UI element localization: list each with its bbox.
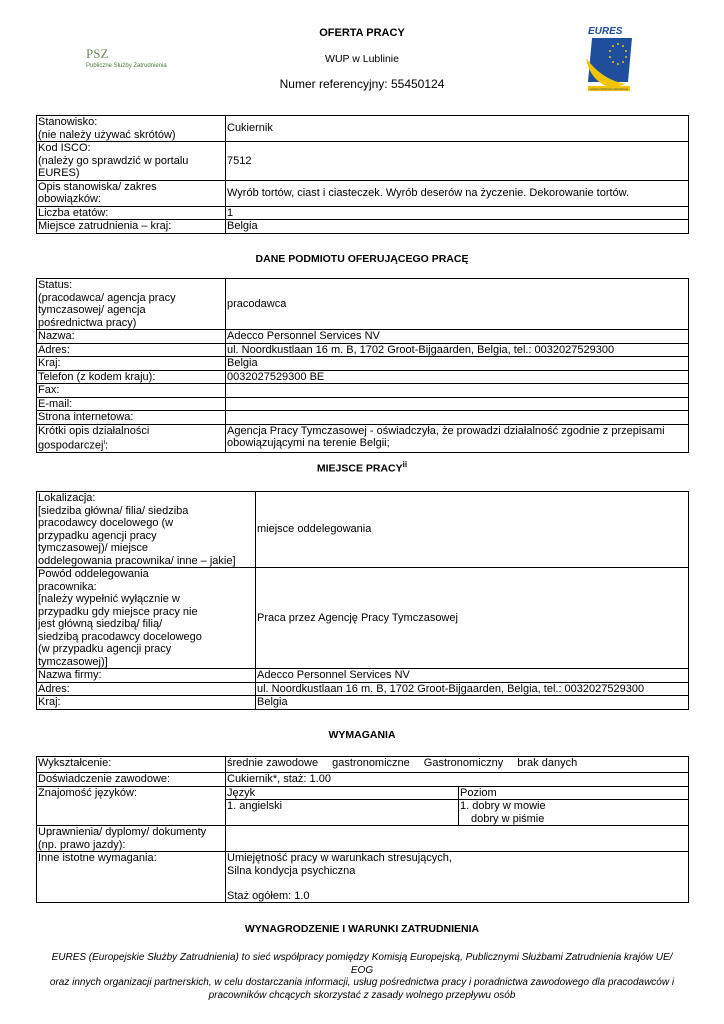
address-value: ul. Noordkustlaan 16 m. B, 1702 Groot-Bijgaarden, Belgia, tel.: 0032027529300 — [226, 343, 689, 357]
education-field: gastronomiczne — [332, 757, 410, 769]
country-label: Miejsce zatrudnienia – kraj: — [37, 220, 226, 234]
table-row — [37, 330, 689, 344]
address-label: Adres: — [37, 343, 226, 357]
place-country-value: Belgia — [256, 696, 689, 710]
reason_label-line: [należy wypełnić wyłącznie w — [38, 593, 180, 605]
language-name: 1. angielski — [226, 800, 459, 826]
table-row — [37, 826, 689, 852]
footer-line: oraz innych organizacji partnerskich, w celu dostarczania informacji, usług pośrednictwa pracy i poradnictwa zawodowego dla pracodawców i — [49, 977, 675, 988]
psz-logo — [86, 46, 186, 70]
requirements-section-title: WYMAGANIA — [328, 729, 396, 741]
table-row — [37, 773, 689, 787]
language-column-header: Język — [226, 786, 459, 800]
education-extra: brak danych — [517, 757, 578, 769]
place-section-title — [0, 460, 724, 475]
psz-logo-subtext: Publiczne Służby Zatrudnienia — [86, 63, 167, 69]
place-address-label: Adres: — [37, 682, 256, 696]
language-level: 1. dobry w mowie — [460, 800, 546, 812]
languages-label: Znajomość języków: — [37, 786, 226, 826]
place-country-label: Kraj: — [37, 696, 256, 710]
table-row — [37, 786, 689, 800]
reason_label-line: pracownika: — [38, 580, 97, 593]
job-table — [36, 115, 689, 234]
status-note: (pracodawca/ agencja pracy — [38, 291, 176, 304]
status-label: Status: — [38, 279, 73, 291]
table-row — [37, 757, 689, 773]
reason_label-line: tymczasowej)] — [38, 655, 108, 668]
eures-logo-text: EURES — [588, 26, 623, 37]
other-requirement: Silna kondycja psychiczna — [227, 864, 356, 877]
loc_label-line: przypadku agencji pracy — [38, 529, 157, 542]
language-level: dobry w piśmie — [471, 812, 545, 825]
table-row — [37, 279, 689, 330]
email-value — [226, 397, 689, 411]
reason-value: Praca przez Agencję Pracy Tymczasowej — [256, 568, 689, 669]
reason-label — [37, 568, 256, 669]
loc_label-line: Lokalizacja: — [38, 492, 96, 504]
education-profile: Gastronomiczny — [423, 757, 504, 769]
education-label: Wykształcenie: — [37, 757, 226, 773]
table-row — [37, 142, 689, 181]
isco-value: 7512 — [226, 142, 689, 181]
table-row — [37, 116, 689, 142]
table-row — [37, 370, 689, 384]
table-row — [37, 397, 689, 411]
table-row — [37, 411, 689, 425]
table-row — [37, 852, 689, 903]
level-column-header: Poziom — [459, 786, 689, 800]
isco-label: Kod ISCO: — [38, 142, 91, 154]
table-row — [37, 220, 689, 234]
location-value: miejsce oddelegowania — [256, 492, 689, 568]
table-row — [37, 180, 689, 206]
activity-value: Agencja Pracy Tymczasowej - oświadczyła, że prowadzi działalność zgodnie z przepisami — [227, 424, 665, 437]
loc_label-line: oddelegowania pracownika/ inne – jakie] — [38, 554, 236, 567]
certificates-label: (np. prawo jazdy): — [38, 838, 126, 851]
table-row — [37, 669, 689, 683]
psz-logo-text: PSZ — [86, 46, 109, 61]
activity-label: gospodarczej — [38, 439, 104, 452]
employer-country-label: Kraj: — [37, 357, 226, 371]
other-requirements-label: Inne istotne wymagania: — [37, 852, 226, 903]
salary-section-title: WYNAGRODZENIE I WARUNKI ZATRUDNIENIA — [244, 923, 480, 935]
document-title: OFERTA PRACY — [319, 27, 405, 39]
position-note: (nie należy używać skrótów) — [38, 128, 176, 141]
eures-logo-subtext: portal mobilności zawodowej — [589, 87, 629, 91]
activity-value: obowiązującymi na terenie Belgii; — [227, 437, 390, 449]
activity-label-end: : — [105, 439, 109, 452]
footnote-marker: i — [103, 439, 105, 446]
table-row — [37, 343, 689, 357]
company-value: Adecco Personnel Services NV — [256, 669, 689, 683]
email-label: E-mail: — [37, 397, 226, 411]
name-label: Nazwa: — [37, 330, 226, 344]
footer-line: pracowników chcących skorzystać z zasady wolnego przepływu osób — [208, 989, 516, 1001]
loc_label-line: [siedziba główna/ filia/ siedziba — [38, 504, 189, 517]
office-name: WUP w Lublinie — [325, 53, 399, 65]
website-value — [226, 411, 689, 425]
fax-label: Fax: — [37, 384, 226, 398]
activity-label: Krótki opis działalności — [38, 424, 150, 437]
isco-note: EURES) — [38, 167, 80, 179]
education-value — [226, 757, 689, 773]
loc_label-line: tymczasowej)/ miejsce — [38, 542, 149, 554]
isco-note: (należy go sprawdzić w portalu — [38, 154, 189, 167]
reason_label-line: Powód oddelegowania — [38, 568, 149, 580]
table-row — [37, 696, 689, 710]
employer-section-title: DANE PODMIOTU OFERUJĄCEGO PRACĘ — [255, 253, 469, 265]
reference-number: Numer referencyjny: 55450124 — [279, 77, 445, 91]
website-label: Strona internetowa: — [37, 411, 226, 425]
experience-value: Cukiernik*, staż: 1.00 — [226, 773, 689, 787]
footnote-marker: ii — [402, 460, 408, 469]
fax-value — [226, 384, 689, 398]
table-row — [37, 384, 689, 398]
table-row — [37, 568, 689, 669]
description-value: Wyrób tortów, ciast i ciasteczek. Wyrób deserów na życzenie. Dekorowanie tortów. — [226, 180, 689, 206]
table-row — [37, 682, 689, 696]
employer-country-value: Belgia — [226, 357, 689, 371]
posts-label: Liczba etatów: — [37, 206, 226, 220]
description-label: Opis stanowiska/ zakres — [38, 180, 157, 193]
experience-label: Doświadczenie zawodowe: — [37, 773, 226, 787]
status-note: pośrednictwa pracy) — [38, 316, 137, 329]
location-label — [37, 492, 256, 568]
education-level: średnie zawodowe — [227, 757, 319, 769]
certificates-value — [226, 826, 689, 852]
footer-line: EURES (Europejskie Służby Zatrudnienia) to sieć współpracy pomiędzy Komisją Europejską, Publicznymi Służbami Zatrudnienia krajów UE/ EOG — [51, 952, 673, 976]
table-row — [37, 206, 689, 220]
table-row — [37, 424, 689, 453]
reason_label-line: siedzibą pracodawcy docelowego — [38, 630, 202, 643]
employer-table — [36, 278, 689, 453]
loc_label-line: pracodawcy docelowego (w — [38, 517, 174, 529]
place-table — [36, 491, 689, 710]
phone-value: 0032027529300 BE — [226, 370, 689, 384]
table-row — [37, 357, 689, 371]
table-row — [37, 492, 689, 568]
description-label: obowiązków: — [38, 193, 101, 205]
other-requirement: Umiejętność pracy w warunkach stresujących, — [227, 852, 452, 864]
eures-logo — [582, 24, 638, 94]
requirements-table — [36, 756, 689, 903]
status-value: pracodawca — [226, 279, 689, 330]
country-value: Belgia — [226, 220, 689, 234]
status-note: tymczasowej/ agencja — [38, 304, 146, 316]
place-address-value: ul. Noordkustlaan 16 m. B, 1702 Groot-Bijgaarden, Belgia, tel.: 0032027529300 — [256, 682, 689, 696]
place-section-text: MIEJSCE PRACY — [316, 462, 403, 475]
name-value: Adecco Personnel Services NV — [226, 330, 689, 344]
footer-note — [40, 952, 684, 1002]
certificates-label: Uprawnienia/ dyplomy/ dokumenty — [38, 826, 207, 838]
company-label: Nazwa firmy: — [37, 669, 256, 683]
position-label: Stanowisko: — [38, 116, 98, 128]
other-requirement: Staż ogółem: 1.0 — [227, 889, 310, 902]
position-value: Cukiernik — [226, 116, 689, 142]
phone-label: Telefon (z kodem kraju): — [37, 370, 226, 384]
posts-value: 1 — [226, 206, 689, 220]
reason_label-line: jest główną siedzibą/ filią/ — [38, 618, 163, 630]
reason_label-line: (w przypadku agencji pracy — [38, 643, 172, 655]
reason_label-line: przypadku gdy miejsce pracy nie — [38, 605, 198, 618]
